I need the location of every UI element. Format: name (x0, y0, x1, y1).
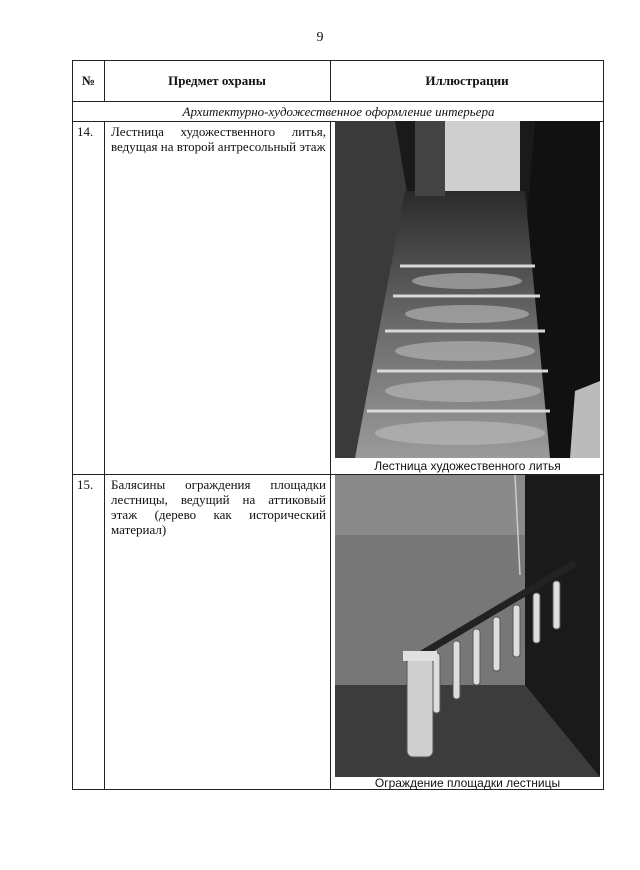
header-number: № (81, 73, 96, 88)
wooden-balusters-photo (335, 475, 600, 777)
col-rule-1 (104, 121, 105, 789)
photo-caption: Лестница художественного литья (374, 459, 561, 473)
section-title: Архитектурно-художественное оформление интерьера (182, 104, 495, 119)
heritage-table (72, 60, 604, 790)
row-number: 15. (77, 477, 94, 492)
photo-caption: Ограждение площадки лестницы (374, 776, 561, 790)
col-rule-2 (330, 121, 331, 789)
header-illustrations: Иллюстрации (425, 73, 509, 88)
row-description: Лестница художественного литья, ведущая на второй антресольный этаж (111, 124, 326, 154)
cast-iron-staircase-photo (335, 121, 600, 458)
balusters-photo-icon (335, 475, 600, 777)
staircase-photo-icon (335, 121, 600, 458)
page-number: 9 (316, 30, 324, 45)
row-number: 14. (77, 124, 94, 139)
header-subject: Предмет охраны (168, 73, 266, 88)
row-description: Балясины ограждения площадки лестницы, ведущий на аттиковый этаж (дерево как исторический материал) (111, 477, 326, 537)
